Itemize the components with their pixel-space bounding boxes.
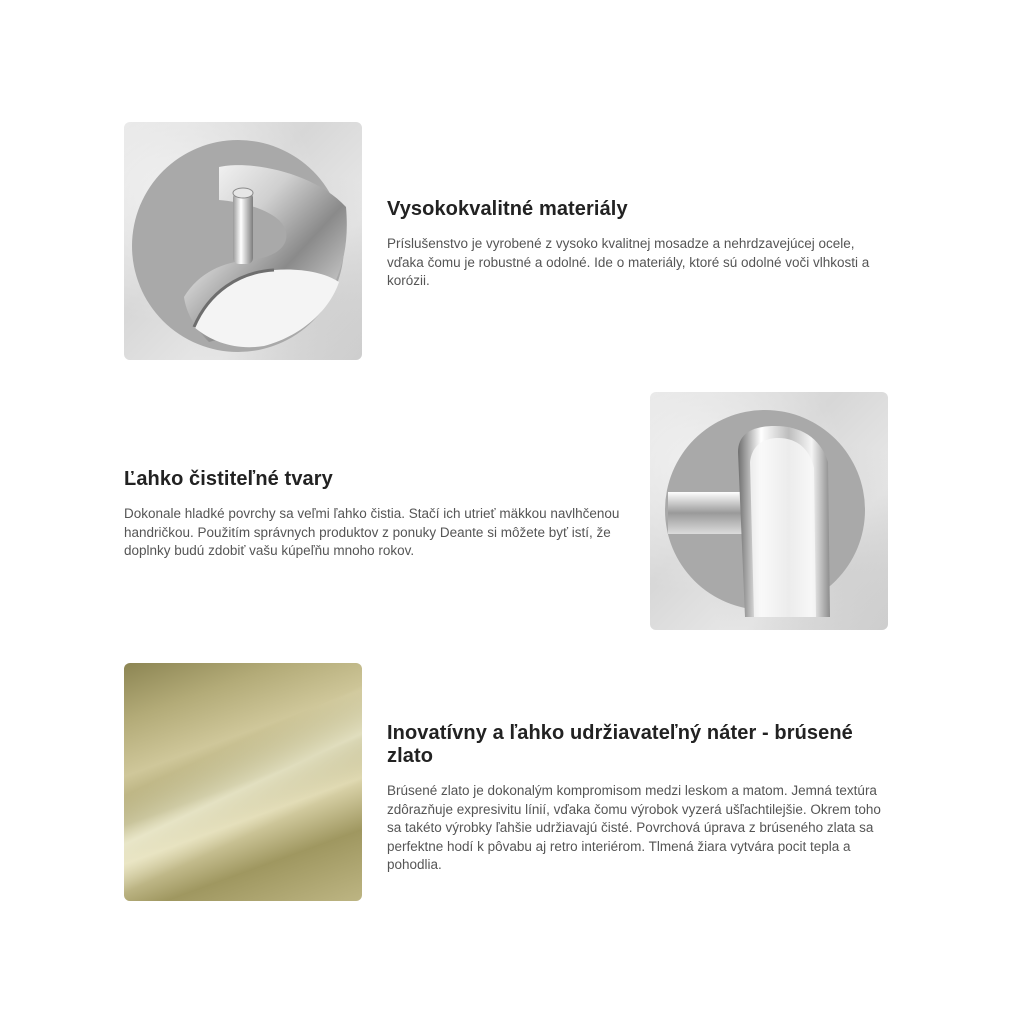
chrome-bracket-image — [650, 392, 888, 630]
feature-block-brushed-gold — [387, 722, 897, 875]
feature-block-cleaning — [124, 468, 629, 561]
feature-title-brushed-gold: Inovatívny a ľahko udržiavateľný náter - brúsené zlato — [387, 722, 853, 767]
feature-block-materials — [387, 198, 887, 291]
feature-text-cleaning: Dokonale hladké povrchy sa veľmi ľahko čistia. Stačí ich utrieť mäkkou navlhčenou handričkou. Použitím správnych produktov z ponuky Deante si môžete byť istí, že doplnky budú zdobiť vašu kúpeľňu mnoho rokov. — [124, 506, 620, 558]
chrome-bracket-illustration — [650, 392, 888, 630]
feature-title-cleaning: Ľahko čistiteľné tvary — [124, 468, 333, 490]
feature-title-materials: Vysokokvalitné materiály — [387, 198, 628, 220]
feature-text-materials: Príslušenstvo je vyrobené z vysoko kvalitnej mosadze a nehrdzavejúcej ocele, vďaka čomu je robustné a odolné. Ide o materiály, ktoré sú odolné voči vlhkosti a korózii. — [387, 236, 870, 288]
chrome-hook-illustration — [124, 122, 362, 360]
feature-text-brushed-gold: Brúsené zlato je dokonalým kompromisom medzi leskom a matom. Jemná textúra zdôrazňuje expresivitu línií, vďaka čomu výrobok vyzerá ušľachtilejšie. Okrem toho sa takéto výrobky ľahšie udržiavajú čisté. Povrchová úprava z brúseného zlata sa perfektne hodí k pôvabu aj retro interiérom. Tlmená žiara vytvára pocit tepla a pohodlia. — [387, 783, 881, 872]
brushed-gold-image — [124, 663, 362, 901]
chrome-hook-image — [124, 122, 362, 360]
